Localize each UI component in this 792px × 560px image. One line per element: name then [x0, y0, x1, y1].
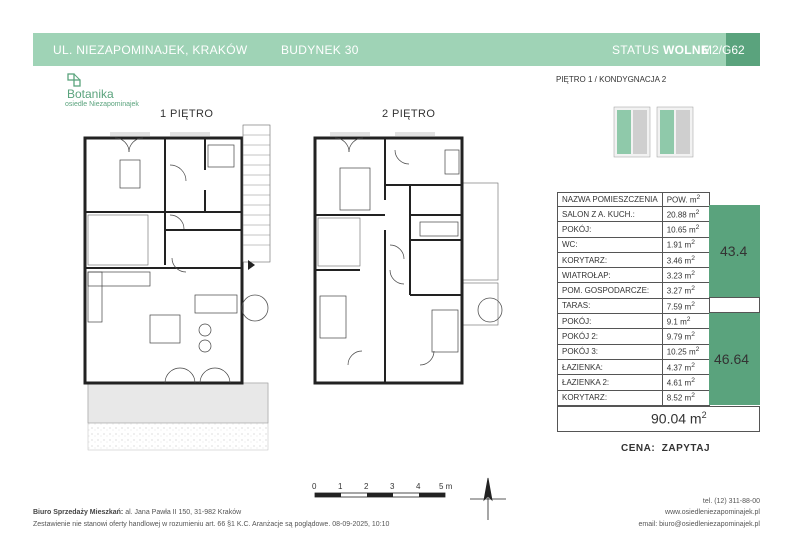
sales-office: Biuro Sprzedaży Mieszkań: al. Jana Pawła II 150, 31-982 Kraków	[33, 509, 242, 516]
table-row: POM. GOSPODARCZE: 3.27 $m^2$	[558, 283, 761, 298]
status-text: STATUS WOLNE	[612, 43, 710, 57]
table-row: SALON Z A. KUCH.: 20.88 $m^2$	[558, 207, 761, 222]
floor2-title: 2 PIĘTRO	[382, 108, 436, 120]
balcony-lower	[463, 283, 498, 325]
table-row: ŁAZIENKA 2: 4.61 $m^2$	[558, 375, 761, 390]
table-row: POKÓJ: 10.65 $m^2$	[558, 222, 761, 237]
email-link[interactable]: email: biuro@osiedleniezapominajek.pl	[638, 521, 760, 528]
building-text: BUDYNEK 30	[281, 43, 359, 57]
unit-code: M2/G62	[702, 43, 745, 57]
round-planter	[242, 295, 268, 321]
table-row: TARAS: 7.59 $m^2$	[558, 298, 761, 313]
floor1-subtotal: 43.4	[720, 243, 748, 259]
site-thumbnail	[614, 107, 693, 157]
header-area: POW. $m^2$	[662, 193, 710, 207]
phone: tel. (12) 311-88-00	[702, 498, 760, 505]
terrace-area	[88, 383, 268, 423]
stair-outside	[243, 125, 270, 262]
level-label: PIĘTRO 1 / KONDYGNACJA 2	[556, 75, 667, 84]
scale-tick-label: 0	[312, 482, 317, 491]
table-row: POKÓJ 3: 10.25 $m^2$	[558, 344, 761, 359]
header-room-name: NAZWA POMIESZCZENIA	[558, 193, 663, 207]
table-row: WC: 1.91 $m^2$	[558, 237, 761, 252]
floor1-plan	[85, 125, 270, 450]
scale-tick-label: 5 m	[439, 482, 453, 491]
floor2-plan	[315, 133, 502, 383]
balcony-upper	[463, 183, 498, 280]
status-value: WOLNE	[663, 43, 710, 57]
price-value: ZAPYTAJ	[661, 443, 711, 454]
floor1-outline	[85, 138, 242, 383]
price-row	[621, 443, 710, 454]
scale-bar	[315, 493, 445, 497]
total-area: 90.04 $m^2$	[651, 410, 707, 427]
price-label: CENA:	[621, 443, 656, 454]
floor2-subtotal: 46.64	[714, 351, 750, 367]
address-text: UL. NIEZAPOMINAJEK, KRAKÓW	[53, 43, 248, 57]
scale-tick-label: 3	[390, 482, 395, 491]
north-arrow-icon	[470, 478, 506, 520]
floor2-outline	[315, 138, 462, 383]
floor1-title: 1 PIĘTRO	[160, 108, 214, 120]
table-row: KORYTARZ: 3.46 $m^2$	[558, 252, 761, 267]
disclaimer: Zestawienie nie stanowi oferty handlowej w rozumieniu art. 66 §1 K.C. Aranżacje są poglądowe. 08-09-2025, 10:10	[33, 521, 390, 528]
logo-subtitle: osiedle Niezapominajek	[65, 101, 139, 108]
table-row: POKÓJ: 9.1 $m^2$	[558, 314, 761, 329]
scale-tick-label: 2	[364, 482, 369, 491]
table-row: POKÓJ 2: 9.79 $m^2$	[558, 329, 761, 344]
website-link[interactable]: www.osiedleniezapominajek.pl	[665, 509, 760, 516]
logo-name: Botanika	[67, 87, 114, 101]
scale-tick-label: 1	[338, 482, 343, 491]
table-row: ŁAZIENKA: 4.37 $m^2$	[558, 359, 761, 374]
table-row: KORYTARZ: 8.52 $m^2$	[558, 390, 761, 405]
subtotal-gap	[709, 297, 760, 313]
scale-tick-label: 4	[416, 482, 421, 491]
table-row: WIATROŁAP: 3.23 $m^2$	[558, 268, 761, 283]
